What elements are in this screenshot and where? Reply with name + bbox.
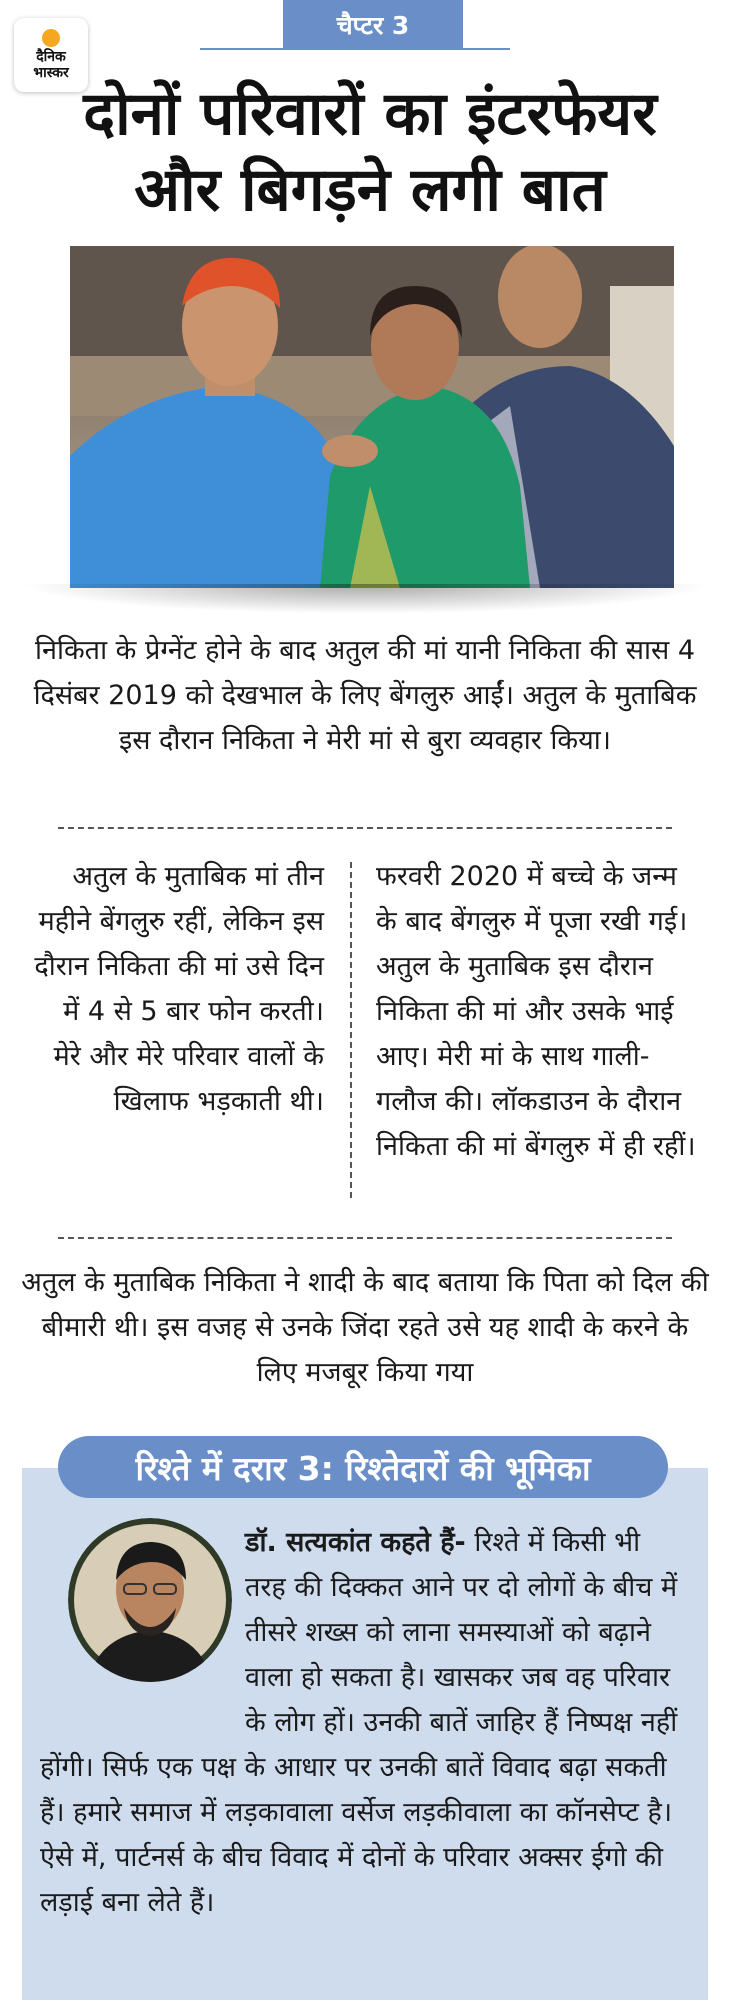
dashed-divider-bottom bbox=[58, 1237, 672, 1239]
headline: दोनों परिवारों का इंटरफेयर और बिगड़ने लगी बात bbox=[83, 79, 657, 225]
avatar-spacer bbox=[40, 1520, 245, 1730]
logo-line-2: भास्कर bbox=[33, 65, 69, 81]
family-photo-illustration bbox=[70, 246, 674, 588]
section-title: रिश्ते में दरार 3: रिश्तेदारों की भूमिका bbox=[58, 1436, 668, 1498]
right-column-text: फरवरी 2020 में बच्चे के जन्म के बाद बेंगलुरु में पूजा रखी गई। अतुल के मुताबिक इस दौरान निकिता की मां और उसके भाई आए। मेरी मां के साथ गाली-गलौज की। लॉकडाउन के दौरान निकिता की मां बेंगलुरु में ही रहीं। bbox=[376, 861, 696, 1162]
expert-name: डॉ. सत्यकांत कहते हैं- bbox=[245, 1527, 466, 1558]
family-photo bbox=[70, 246, 674, 588]
left-column-text: अतुल के मुताबिक मां तीन महीने बेंगलुरु रहीं, लेकिन इस दौरान निकिता की मां उसे दिन में 4 से 5 बार फोन करती। मेरे और मेरे परिवार वालों के खिलाफ भड़काती थी। bbox=[34, 861, 324, 1117]
vertical-dashed-divider bbox=[350, 862, 352, 1198]
expert-quote-text: रिश्ते में किसी भी तरह की दिक्कत आने पर दो लोगों के बीच में तीसरे शख्स को लाना समस्याओं को बढ़ाने वाला हो सकता है। खासकर जब वह परिवार के लोग हों। उनकी बातें जाहिर हैं निष्पक्ष नहीं होंगी। सिर्फ एक पक्ष के आधार पर उनकी बातें विवाद बढ़ा सकती हैं। हमारे समाज में लड़कावाला वर्सेज लड़कीवाला का कॉनसेप्ट है। ऐसे में, पार्टनर्स के बीच विवाद में दोनों के परिवार अक्सर ईगो की लड़ाई बना लेते हैं। bbox=[40, 1527, 678, 1918]
photo-shadow bbox=[20, 584, 710, 614]
logo-line-1: दैनिक bbox=[36, 49, 66, 65]
closing-paragraph: अतुल के मुताबिक निकिता ने शादी के बाद बताया कि पिता को दिल की बीमारी थी। इस वजह से उनके जिंदा रहते उसे यह शादी के करने के लिए मजबूर किया गया bbox=[21, 1267, 709, 1388]
expert-quote bbox=[40, 1520, 680, 1925]
chapter-label: चैप्टर 3 bbox=[283, 0, 463, 50]
dashed-divider-top bbox=[58, 827, 672, 829]
logo-sun-icon bbox=[42, 29, 60, 47]
intro-paragraph: निकिता के प्रेग्नेंट होने के बाद अतुल की मां यानी निकिता की सास 4 दिसंबर 2019 को देखभाल के लिए बेंगलुरु आईं। अतुल के मुताबिक इस दौरान निकिता ने मेरी मां से बुरा व्यवहार किया। bbox=[33, 635, 697, 756]
